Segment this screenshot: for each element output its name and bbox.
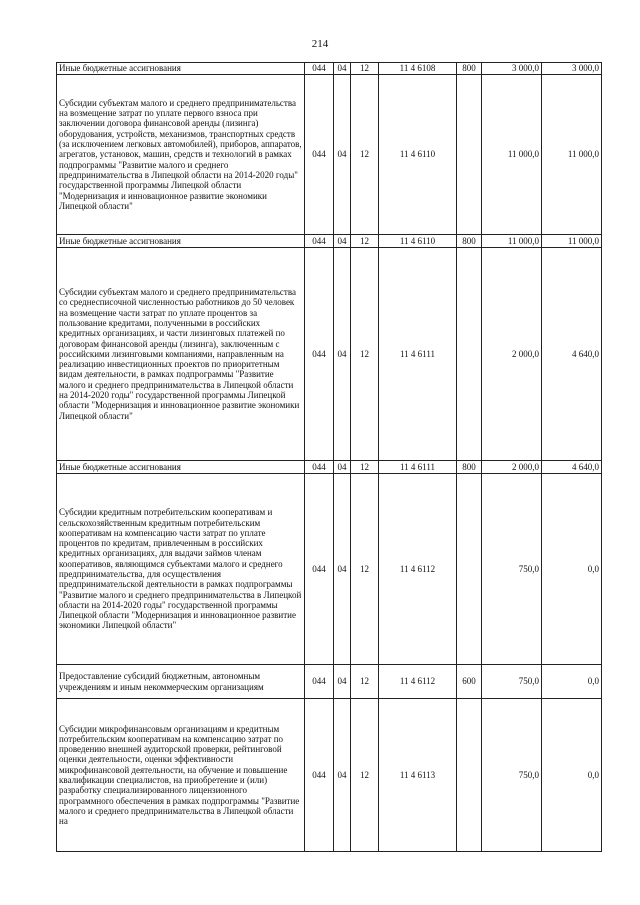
cell-target-article: 11 4 6110 bbox=[379, 75, 457, 235]
cell-amount-year-1: 11 000,0 bbox=[482, 235, 542, 248]
cell-ministry-code: 044 bbox=[305, 63, 334, 75]
cell-target-article: 11 4 6111 bbox=[379, 461, 457, 474]
cell-expense-type bbox=[457, 699, 482, 852]
row-description: Субсидии субъектам малого и среднего предпринимательства на возмещение затрат по уплате первого взноса при заключении договора финансовой аренды (лизинга) оборудования, устройств, механизмов, транспортных средств (за исключением легковых автомобилей), приборов, аппаратов, агрегатов, установок, машин, средств и технологий в рамках подпрограммы "Развитие малого и среднего предпринимательства в Липецкой области на 2014-2020 годы" государственной программы Липецкой области "Модернизация и инновационное развитие экономики Липецкой области" bbox=[57, 75, 305, 235]
cell-section-code: 04 bbox=[334, 75, 351, 235]
cell-subsection-code: 12 bbox=[351, 474, 379, 665]
table-row bbox=[57, 248, 602, 461]
table-row bbox=[57, 235, 602, 248]
cell-section-code: 04 bbox=[334, 461, 351, 474]
cell-amount-year-1: 2 000,0 bbox=[482, 248, 542, 461]
row-description: Предоставление субсидий бюджетным, автономным учреждениям и иным некоммерческим организациям bbox=[57, 665, 305, 699]
cell-ministry-code: 044 bbox=[305, 665, 334, 699]
cell-amount-year-1: 2 000,0 bbox=[482, 461, 542, 474]
page-number: 214 bbox=[311, 38, 329, 50]
cell-target-article: 11 4 6112 bbox=[379, 474, 457, 665]
table-row bbox=[57, 75, 602, 235]
cell-ministry-code: 044 bbox=[305, 75, 334, 235]
cell-expense-type: 800 bbox=[457, 235, 482, 248]
cell-amount-year-2: 0,0 bbox=[542, 699, 602, 852]
cell-amount-year-1: 750,0 bbox=[482, 699, 542, 852]
row-description: Иные бюджетные ассигнования bbox=[57, 235, 305, 248]
cell-amount-year-2: 3 000,0 bbox=[542, 63, 602, 75]
cell-subsection-code: 12 bbox=[351, 63, 379, 75]
cell-amount-year-1: 3 000,0 bbox=[482, 63, 542, 75]
row-description: Иные бюджетные ассигнования bbox=[57, 63, 305, 75]
row-description: Субсидии субъектам малого и среднего предпринимательства со среднесписочной численностью работников до 50 человек на возмещение части затрат по уплате процентов за пользование кредитами, полученными в российских кредитных организациях, и части лизинговых платежей по договорам финансовой аренды (лизинга), заключенным с российскими лизинговыми компаниями, направленным на реализацию инвестиционных проектов по приоритетным видам деятельности, в рамках подпрограммы "Развитие малого и среднего предпринимательства в Липецкой области на 2014-2020 годы" государственной программы Липецкой области "Модернизация и инновационное развитие экономики Липецкой области" bbox=[57, 248, 305, 461]
cell-target-article: 11 4 6113 bbox=[379, 699, 457, 852]
cell-subsection-code: 12 bbox=[351, 665, 379, 699]
cell-amount-year-1: 750,0 bbox=[482, 665, 542, 699]
cell-amount-year-2: 0,0 bbox=[542, 474, 602, 665]
cell-ministry-code: 044 bbox=[305, 699, 334, 852]
cell-section-code: 04 bbox=[334, 474, 351, 665]
cell-section-code: 04 bbox=[334, 63, 351, 75]
cell-target-article: 11 4 6108 bbox=[379, 63, 457, 75]
table-row bbox=[57, 461, 602, 474]
cell-amount-year-2: 0,0 bbox=[542, 665, 602, 699]
cell-subsection-code: 12 bbox=[351, 235, 379, 248]
cell-section-code: 04 bbox=[334, 235, 351, 248]
row-description: Иные бюджетные ассигнования bbox=[57, 461, 305, 474]
cell-expense-type bbox=[457, 248, 482, 461]
table-row bbox=[57, 665, 602, 699]
cell-expense-type: 800 bbox=[457, 461, 482, 474]
cell-amount-year-2: 11 000,0 bbox=[542, 235, 602, 248]
table-row bbox=[57, 63, 602, 75]
cell-subsection-code: 12 bbox=[351, 248, 379, 461]
budget-table bbox=[56, 62, 602, 852]
cell-amount-year-1: 11 000,0 bbox=[482, 75, 542, 235]
row-description: Субсидии микрофинансовым организациям и кредитным потребительским кооперативам на компенсацию затрат по проведению внешней аудиторской проверки, рейтинговой оценки деятельности, оценки эффективности микрофинансовой деятельности, на обучение и повышение квалификации специалистов, на приобретение и (или) разработку специализированного лицензионного программного обеспечения в рамках подпрограммы "Развитие малого и среднего предпринимательства в Липецкой области на bbox=[57, 699, 305, 852]
cell-target-article: 11 4 6111 bbox=[379, 248, 457, 461]
cell-target-article: 11 4 6110 bbox=[379, 235, 457, 248]
cell-expense-type bbox=[457, 474, 482, 665]
cell-ministry-code: 044 bbox=[305, 474, 334, 665]
cell-expense-type: 600 bbox=[457, 665, 482, 699]
cell-ministry-code: 044 bbox=[305, 235, 334, 248]
cell-expense-type: 800 bbox=[457, 63, 482, 75]
cell-amount-year-2: 4 640,0 bbox=[542, 461, 602, 474]
cell-amount-year-1: 750,0 bbox=[482, 474, 542, 665]
cell-expense-type bbox=[457, 75, 482, 235]
cell-subsection-code: 12 bbox=[351, 699, 379, 852]
cell-section-code: 04 bbox=[334, 248, 351, 461]
cell-amount-year-2: 11 000,0 bbox=[542, 75, 602, 235]
cell-amount-year-2: 4 640,0 bbox=[542, 248, 602, 461]
table-row bbox=[57, 699, 602, 852]
row-description: Субсидии кредитным потребительским кооперативам и сельскохозяйственным кредитным потребительским кооперативам на компенсацию части затрат по уплате процентов по кредитам, привлеченным в российских кредитных организациях, для выдачи займов членам кооперативов, являющимся субъектами малого и среднего предпринимательства, для осуществления предпринимательской деятельности в рамках подпрограммы "Развитие малого и среднего предпринимательства в Липецкой области на 2014-2020 годы" государственной программы Липецкой области "Модернизация и инновационное развитие экономики Липецкой области" bbox=[57, 474, 305, 665]
table-row bbox=[57, 474, 602, 665]
cell-section-code: 04 bbox=[334, 665, 351, 699]
cell-section-code: 04 bbox=[334, 699, 351, 852]
cell-ministry-code: 044 bbox=[305, 248, 334, 461]
cell-subsection-code: 12 bbox=[351, 75, 379, 235]
cell-ministry-code: 044 bbox=[305, 461, 334, 474]
cell-subsection-code: 12 bbox=[351, 461, 379, 474]
cell-target-article: 11 4 6112 bbox=[379, 665, 457, 699]
